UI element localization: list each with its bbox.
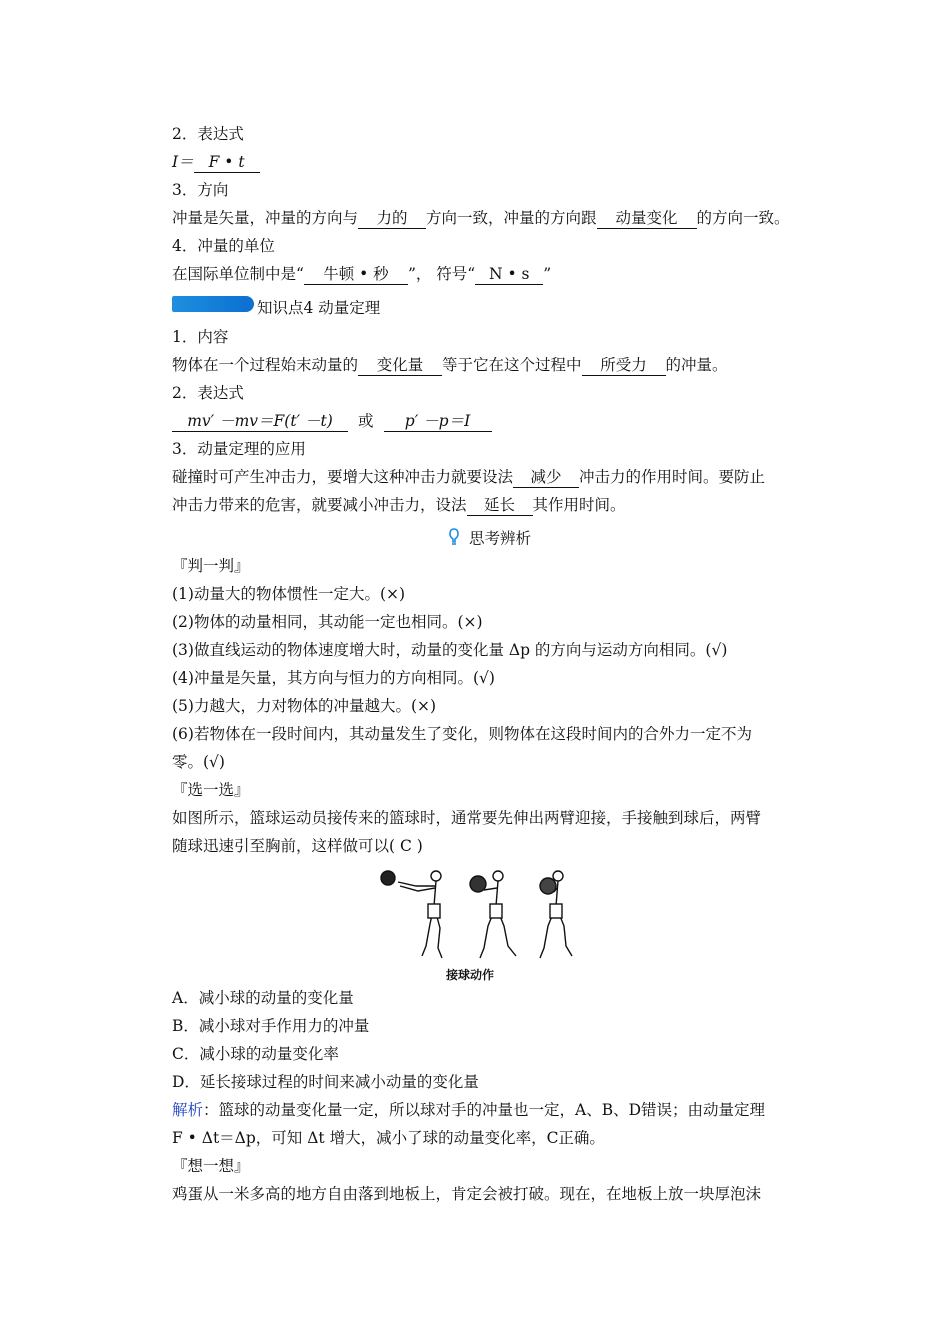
option-b: B．减小球对手作用力的冲量 (172, 1017, 370, 1035)
content-title: 1．内容 (172, 328, 229, 346)
section-2-title: 2．表达式 (172, 125, 244, 143)
application-text-3: 冲击力带来的危害，就要减小冲击力，设法 (172, 496, 467, 514)
formula-lhs: I＝ (172, 153, 194, 171)
theorem-formula-1: mv′ －mv＝F(t′ －t) (172, 411, 348, 432)
option-a: A．减小球的动量的变化量 (172, 989, 354, 1007)
analysis-text-1: ：篮球的动量变化量一定，所以球对手的冲量也一定，A、B、D错误；由动量定理 (203, 1101, 766, 1119)
theorem-formula-line (172, 411, 492, 432)
application-title: 3．动量定理的应用 (172, 440, 306, 458)
direction-text-3: 的方向一致。 (696, 209, 790, 227)
option-c: C．减小球的动量变化率 (172, 1045, 339, 1063)
formula-line (172, 152, 260, 173)
think-header (447, 528, 531, 551)
think-title: 思考辨析 (469, 529, 532, 548)
player-1 (381, 871, 442, 958)
direction-answer-1: 力的 (358, 208, 426, 229)
application-line-2 (172, 495, 626, 516)
content-text-2: 等于它在这个过程中 (442, 356, 582, 374)
knowledge-point-4-title: 知识点4 动量定理 (257, 299, 381, 317)
judge-item: (4)冲量是矢量，其方向与恒力的方向相同。(√) (172, 669, 495, 687)
theorem-formula-2: p′ －p＝I (384, 411, 492, 432)
think-more-line-1: 鸡蛋从一米多高的地方自由落到地板上，肯定会被打破。现在，在地板上放一块厚泡沫 (172, 1185, 762, 1203)
think-more-title: 『想一想』 (172, 1157, 250, 1175)
analysis-label: 解析 (172, 1101, 204, 1119)
direction-text-1: 冲量是矢量，冲量的方向与 (172, 209, 359, 227)
question-line-2: 随球迅速引至胸前，这样做可以( C ) (172, 837, 423, 855)
theorem-or: 或 (358, 412, 374, 430)
application-text-2: 冲击力的作用时间。要防止 (579, 468, 766, 486)
judge-item: (1)动量大的物体惯性一定大。(×) (172, 585, 406, 603)
section-4-title: 4．冲量的单位 (172, 237, 275, 255)
analysis-line-2: F • Δt＝Δp，可知 Δt 增大，减小了球的动量变化率，C正确。 (172, 1129, 605, 1147)
content-line (172, 355, 728, 376)
judge-item: (6)若物体在一段时间内，其动量发生了变化，则物体在这段时间内的合外力一定不为 (172, 725, 752, 743)
judge-item: (3)做直线运动的物体速度增大时，动量的变化量 Δp 的方向与运动方向相同。(√) (172, 641, 728, 659)
judge-item: (5)力越大，力对物体的冲量越大。(×) (172, 697, 437, 715)
judge-item-continued: 零。(√) (172, 753, 225, 771)
analysis-line-1 (172, 1100, 765, 1120)
direction-text-2: 方向一致，冲量的方向跟 (426, 209, 597, 227)
content-text-3: 的冲量。 (665, 356, 728, 374)
knowledge-point-marker (172, 296, 254, 312)
choose-title: 『选一选』 (172, 781, 250, 799)
unit-answer-1: 牛顿 • 秒 (304, 264, 408, 285)
player-2 (470, 871, 516, 958)
question-line-1: 如图所示，篮球运动员接传来的篮球时，通常要先伸出两臂迎接，手接触到球后，两臂 (172, 809, 762, 827)
section-3-title: 3．方向 (172, 181, 229, 199)
application-line-1 (172, 467, 765, 488)
judge-title: 『判一判』 (172, 557, 250, 575)
unit-text-2: ”， 符号“ (407, 265, 476, 283)
direction-answer-2: 动量变化 (597, 208, 697, 229)
formula-answer: F • t (194, 152, 260, 173)
judge-item: (2)物体的动量相同，其动能一定也相同。(×) (172, 613, 483, 631)
application-text-1: 碰撞时可产生冲击力，要增大这种冲击力就要设法 (172, 468, 514, 486)
figure-caption: 接球动作 (446, 968, 495, 982)
direction-line (172, 208, 790, 229)
expression-title: 2．表达式 (172, 384, 244, 402)
application-text-4: 其作用时间。 (532, 496, 626, 514)
unit-text-3: ” (543, 265, 552, 283)
option-d: D．延长接球过程的时间来减小动量的变化量 (172, 1073, 479, 1091)
bulb-icon (447, 528, 461, 551)
content-answer-2: 所受力 (582, 355, 666, 376)
unit-line (172, 264, 551, 285)
content-text-1: 物体在一个过程始末动量的 (172, 356, 359, 374)
content-answer-1: 变化量 (358, 355, 442, 376)
unit-answer-2: N • s (475, 264, 543, 285)
player-3 (540, 871, 572, 958)
unit-text-1: 在国际单位制中是“ (172, 265, 304, 283)
application-answer-2: 延长 (467, 495, 533, 516)
application-answer-1: 减少 (513, 467, 579, 488)
